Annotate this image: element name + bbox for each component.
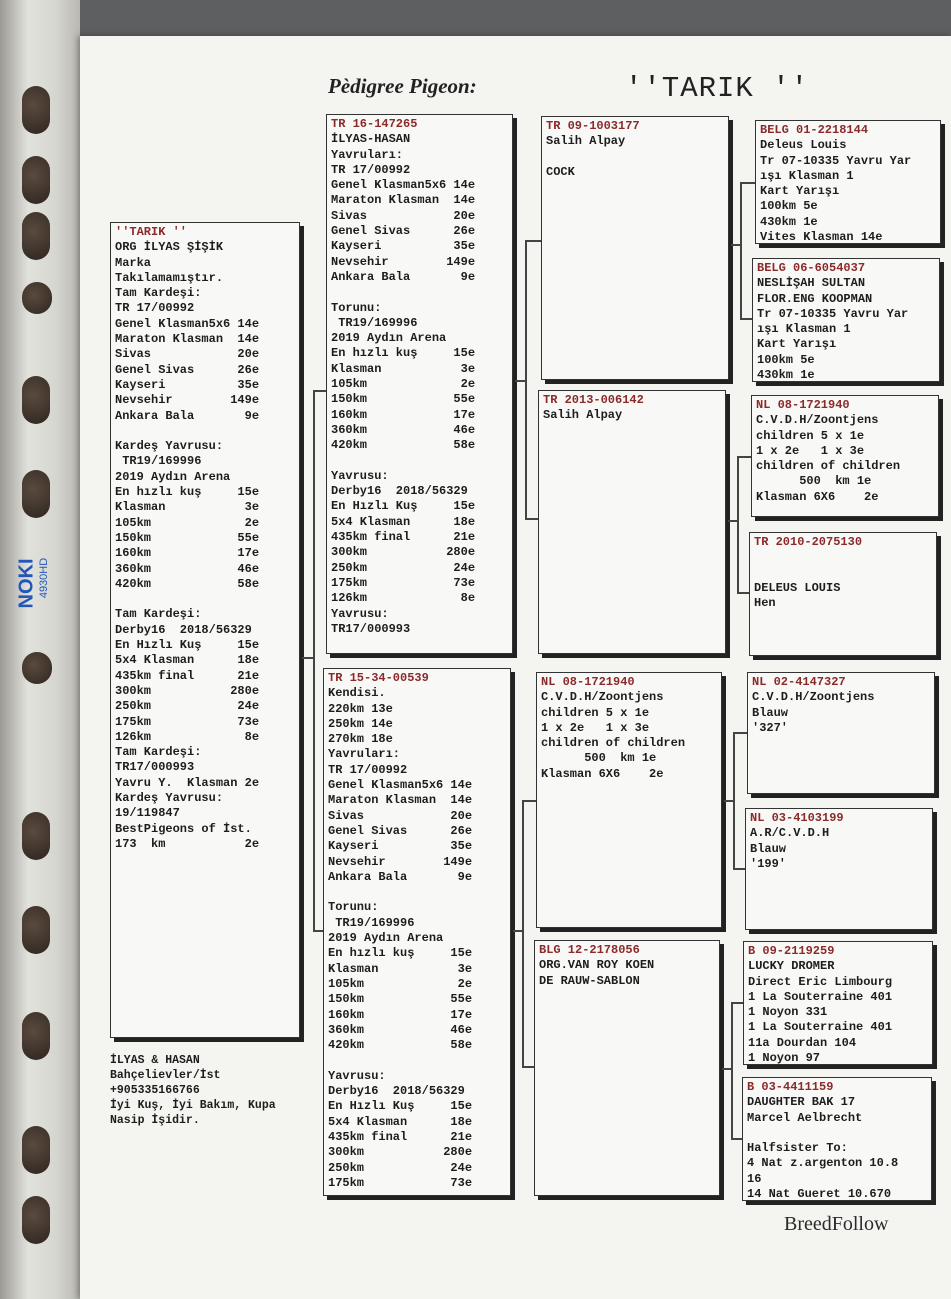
card-line: Tam Kardeşi: [115,745,202,760]
card-line: Yavrusu: [331,468,389,483]
punch-hole [22,1012,50,1060]
card-line: 14 Nat Gueret 10.670 [747,1187,892,1201]
card-line: Tam Kardeşi: [115,607,202,622]
connector-line [740,182,755,184]
binder-sleeve [0,0,80,1299]
card-line: 160km 17e [328,1007,473,1022]
sleeve-brand [15,542,60,622]
card-line: 2019 Aydın Arena [328,931,444,946]
ring-number: İLYAS & HASAN [110,1054,200,1067]
card-line: 16 [747,1171,762,1186]
connector-line [731,1138,742,1140]
connector-line [733,732,735,870]
card-line: 250km 24e [331,560,476,575]
dam-dam-card [534,940,720,1196]
card-line [754,550,932,565]
great-grandparent-card-7 [743,941,933,1065]
card-line: Kardeş Yavrusu: [115,439,224,454]
card-line: Derby16 2018/56329 [331,484,468,499]
ring-number: BLG 12-2178056 [539,943,640,957]
dam-sire-card [536,672,722,928]
card-line: 250km 24e [328,1160,473,1175]
card-line: En Hızlı Kuş 15e [331,499,476,514]
great-grandparent-card-3 [751,395,939,517]
card-line: Yavru Y. Klasman 2e [115,775,260,790]
great-grandparent-card-6 [745,808,933,930]
card-line: 420km 58e [115,576,260,591]
card-line: 126km 8e [115,729,260,744]
card-line: Kart Yarışı [760,184,840,199]
connector-line [731,1002,733,1140]
connector-line [313,930,323,932]
card-line: Sivas 20e [328,808,473,823]
card-line: '327' [752,720,789,735]
card-line: 5x4 Klasman 18e [115,653,260,668]
connector-line [313,390,326,392]
card-line: Marka [115,255,152,270]
great-grandparent-card-2 [752,258,940,382]
card-line: 1 x 2e 1 x 3e [541,720,650,735]
great-grandparent-card-1 [755,120,941,244]
card-line: 105km 2e [331,377,476,392]
card-line: DAUGHTER BAK 17 [747,1095,856,1110]
great-grandparent-card-8 [742,1077,932,1201]
card-line: 360km 46e [331,422,476,437]
card-line: 2019 Aydın Arena [331,331,447,346]
card-line: Sivas 20e [331,208,476,223]
card-line: ORG.VAN ROY KOEN [539,958,655,973]
card-line: 250km 14e [328,716,393,731]
punch-hole [22,156,50,204]
great-grandparent-card-4 [749,532,937,656]
card-line: 175km 73e [115,714,260,729]
card-line: Blauw [750,841,787,856]
card-line: Tam Kardeşi: [115,286,202,301]
punch-hole [22,86,50,134]
ring-number: BELG 06-6054037 [757,261,866,275]
punch-hole [22,812,50,860]
card-line: 300km 280e [331,545,476,560]
card-line: Ankara Bala 9e [115,408,260,423]
card-line: Klasman 6X6 2e [541,766,664,781]
subject-pigeon-card [110,222,300,1038]
card-line: 5x4 Klasman 18e [328,1114,473,1129]
connector-line [731,1002,743,1004]
card-line: children 5 x 1e [541,705,650,720]
card-line: 175km 73e [328,1175,473,1190]
card-line: 1 La Souterraine 401 [748,989,893,1004]
card-line: En hızlı kuş 15e [331,346,476,361]
sleeve-brand-name: NOKI [15,558,38,609]
card-line: Maraton Klasman 14e [331,193,476,208]
ring-number: NL 08-1721940 [756,398,850,412]
connector-line [737,592,749,594]
card-line: Genel Klasman5x6 14e [115,316,260,331]
card-line [115,592,295,607]
card-line: Vites Klasman 14e [760,230,883,244]
card-line: 300km 280e [328,1145,473,1160]
card-line: 300km 280e [115,683,260,698]
card-line: Bahçelievler/İst [110,1069,221,1082]
card-line: 1 Noyon 331 [748,1005,828,1020]
ring-number: NL 08-1721940 [541,675,635,689]
punch-hole [22,1196,50,1244]
connector-line [525,518,538,520]
footer-brand: BreedFollow [784,1213,889,1235]
card-line: Derby16 2018/56329 [328,1084,465,1099]
connector-line [515,380,525,382]
card-line: Yavruları: [328,747,401,762]
card-line: 105km 2e [328,976,473,991]
card-line: 4 Nat z.argenton 10.8 [747,1156,899,1171]
card-line: Kendisi. [328,686,386,701]
card-line: Kayseri 35e [115,377,260,392]
card-line: Genel Klasman5x6 14e [331,178,476,193]
connector-line [740,318,752,320]
card-line: FLOR.ENG KOOPMAN [757,291,873,306]
card-line: children of children [541,736,686,751]
card-line [747,1126,927,1141]
card-line: 250km 24e [115,699,260,714]
card-line: Direct Eric Limbourg [748,974,893,989]
ring-number: B 09-2119259 [748,944,835,958]
card-line: 500 km 1e [756,474,872,489]
card-line: 175km 73e [331,575,476,590]
card-line: 11a Dourdan 104 [748,1035,857,1050]
card-line: 5x4 Klasman 18e [331,514,476,529]
card-line: Sivas 20e [115,347,260,362]
card-line: Kardeş Yavrusu: [115,790,224,805]
sire-sire-card [541,116,729,380]
connector-line [733,732,747,734]
card-line: Kart Yarışı [757,337,837,352]
card-line: TR 17/00992 [331,162,411,177]
card-line: 1 Noyon 97 [748,1051,821,1065]
card-line: İLYAS-HASAN [331,132,411,147]
card-line: Nasip İşidir. [110,1114,200,1127]
card-line: 500 km 1e [541,751,657,766]
card-line: TR17/000993 [331,621,411,636]
connector-line [737,456,751,458]
card-line: Nevsehir 149e [115,393,260,408]
card-line: En hızlı kuş 15e [115,485,260,500]
card-line: Halfsister To: [747,1141,848,1156]
card-line: Yavruları: [331,147,404,162]
card-line: 100km 5e [757,352,815,367]
great-grandparent-card-5 [747,672,935,794]
card-line: Torunu: [328,900,379,915]
card-line: ışı Klasman 1 [757,322,851,337]
card-line: Yavrusu: [331,606,389,621]
card-line [328,1053,506,1068]
punch-hole [22,906,50,954]
card-line: 126km 8e [331,591,476,606]
card-line: +905335166766 [110,1084,200,1097]
ring-number: TR 2010-2075130 [754,535,863,549]
connector-line [522,800,524,1068]
card-line: 160km 17e [115,546,260,561]
card-line: 150km 55e [328,992,473,1007]
card-line: 150km 55e [331,392,476,407]
card-line [331,285,508,300]
card-line: Genel Sivas 26e [331,224,476,239]
card-line: En Hızlı Kuş 15e [115,638,260,653]
card-line: 1 La Souterraine 401 [748,1020,893,1035]
card-line: Nevsehir 149e [328,854,473,869]
card-line: 220km 13e [328,701,393,716]
sire-card [326,114,513,654]
card-line: Yavrusu: [328,1068,386,1083]
card-line: ışı Klasman 1 [760,168,854,183]
card-line: 173 km 2e [115,836,260,851]
card-line: DE RAUW-SABLON [539,973,640,988]
dam-card [323,668,511,1196]
connector-line [737,456,739,594]
connector-line [313,390,315,930]
card-line: 435km final 21e [328,1129,473,1144]
card-line: LUCKY DROMER [748,959,835,974]
breeder-contact [110,1053,276,1128]
punch-hole [22,470,50,518]
card-line: C.V.D.H/Zoontjens [756,413,879,428]
ring-number: BELG 01-2218144 [760,123,869,137]
card-line: Kayseri 35e [331,239,476,254]
card-line: 19/119847 [115,806,180,821]
card-line [546,150,724,165]
card-line: DELEUS LOUIS [754,580,841,595]
card-line: İyi Kuş, İyi Bakım, Kupa [110,1099,276,1112]
card-line: 2019 Aydın Arena [115,469,231,484]
connector-line [733,868,745,870]
card-line: C.V.D.H/Zoontjens [752,690,875,705]
card-line: C.V.D.H/Zoontjens [541,690,664,705]
ring-number: TR 09-1003177 [546,119,640,133]
pigeon-name-heading: ''TARIK '' [625,72,810,105]
connector-line [522,800,536,802]
ring-number: TR 15-34-00539 [328,671,429,685]
card-line: TR 17/00992 [115,301,195,316]
card-line: 420km 58e [328,1038,473,1053]
card-line: Hen [754,596,776,611]
card-line: Maraton Klasman 14e [328,793,473,808]
card-line: 430km 1e [760,214,818,229]
card-line: Salih Alpay [546,134,626,149]
card-line: TR19/169996 [115,454,202,469]
card-line: TR19/169996 [328,915,415,930]
card-line: Genel Sivas 26e [115,362,260,377]
card-line: '199' [750,856,787,871]
card-line: 1 x 2e 1 x 3e [756,443,865,458]
connector-line [522,1066,534,1068]
card-line: Blauw [752,705,789,720]
card-line: A.R/C.V.D.H [750,826,830,841]
card-line: NESLİŞAH SULTAN [757,276,866,291]
card-line [328,885,506,900]
sire-dam-card [538,390,726,654]
card-line: TR17/000993 [115,760,195,775]
card-line: Derby16 2018/56329 [115,622,252,637]
card-line: Klasman 3e [328,961,473,976]
card-line: Takılamamıştır. [115,270,224,285]
ring-number: NL 02-4147327 [752,675,846,689]
card-line: Klasman 6X6 2e [756,489,879,504]
card-line: Genel Sivas 26e [328,823,473,838]
card-line: 435km final 21e [115,668,260,683]
card-line: En Hızlı Kuş 15e [328,1099,473,1114]
card-line: 100km 5e [760,199,818,214]
card-line: TR19/169996 [331,315,418,330]
card-line: Klasman 3e [331,361,476,376]
card-line [331,454,508,469]
card-line: Kayseri 35e [328,839,473,854]
punch-hole [22,1126,50,1174]
ring-number: TR 16-147265 [331,117,418,131]
punch-hole [22,376,50,424]
card-line: 105km 2e [115,515,260,530]
card-line: En hızlı kuş 15e [328,946,473,961]
card-line: 150km 55e [115,530,260,545]
ring-number: NL 03-4103199 [750,811,844,825]
punch-hole [22,282,52,314]
ring-number: TR 2013-006142 [543,393,644,407]
card-line: 420km 58e [331,438,476,453]
punch-hole [22,212,50,260]
card-line: 360km 46e [115,561,260,576]
card-line: Ankara Bala 9e [331,269,476,284]
card-line: Ankara Bala 9e [328,869,473,884]
card-line: Klasman 3e [115,500,260,515]
connector-line [525,240,527,520]
connector-line [525,240,541,242]
card-line: 160km 17e [331,407,476,422]
card-line: Genel Klasman5x6 14e [328,778,473,793]
card-line: children 5 x 1e [756,428,865,443]
card-line: Maraton Klasman 14e [115,332,260,347]
card-line: Marcel Aelbrecht [747,1110,863,1125]
card-line: 435km final 21e [331,530,476,545]
card-line: Tr 07-10335 Yavru Yar [757,306,909,321]
card-line: BestPigeons of İst. [115,821,252,836]
card-line: 270km 18e [328,732,393,747]
card-line [115,424,295,439]
punch-hole [22,652,52,684]
ring-number: ''TARIK '' [115,225,188,239]
card-line: ORG İLYAS ŞİŞİK [115,240,224,255]
card-line: children of children [756,459,901,474]
card-line: Tr 07-10335 Yavru Yar [760,153,912,168]
card-line: 360km 46e [328,1022,473,1037]
card-line [754,566,932,581]
connector-line [740,182,742,320]
card-line: Deleus Louis [760,138,847,153]
card-line: COCK [546,164,575,179]
card-line: Salih Alpay [543,408,623,423]
ring-number: B 03-4411159 [747,1080,834,1094]
card-line: Torunu: [331,300,382,315]
card-line: 430km 1e [757,368,815,382]
sleeve-brand-model: 4930HD [38,557,51,599]
card-line: TR 17/00992 [328,762,408,777]
card-line: Nevsehir 149e [331,254,476,269]
pedigree-heading: Pèdigree Pigeon: [328,74,477,98]
